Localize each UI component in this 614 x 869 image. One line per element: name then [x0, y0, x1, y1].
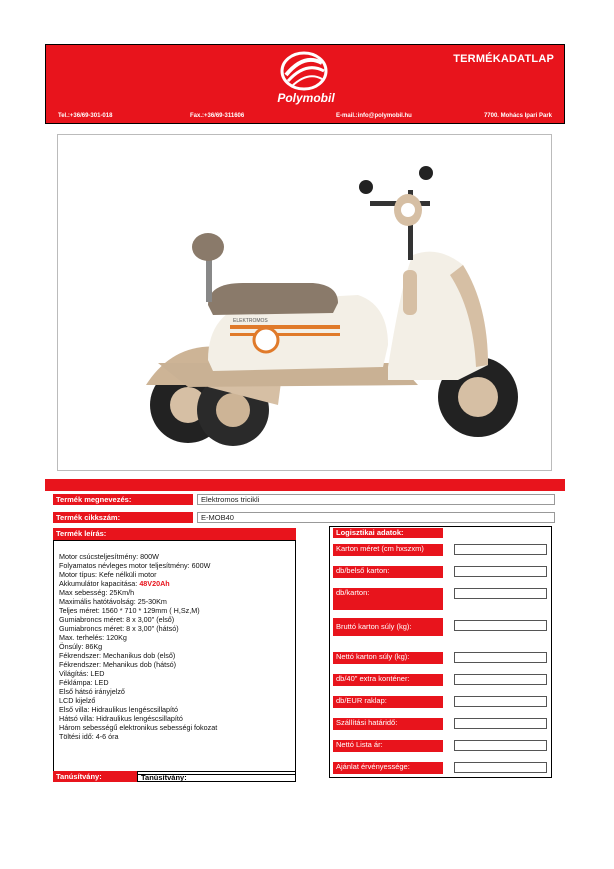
- spec-line: Önsúly: 86Kg: [59, 642, 103, 651]
- spec-line: Max. terhelés: 120Kg: [59, 633, 127, 642]
- logistics-value-field: [454, 588, 547, 599]
- spec-line: Gumiabroncs méret: 8 x 3,00" (hátsó): [59, 624, 179, 633]
- product-sku-label: Termék cikkszám:: [53, 512, 193, 523]
- header-banner: [45, 44, 565, 124]
- fax-number: Fax.:+36/69-311606: [190, 113, 245, 119]
- product-datasheet: [45, 44, 565, 824]
- datasheet-title: TERMÉKADATLAP: [453, 53, 554, 65]
- logistics-label: Bruttó karton súly (kg):: [333, 618, 443, 636]
- product-name-label: Termék megnevezés:: [53, 494, 193, 505]
- logistics-label: Karton méret (cm hxszxm): [333, 544, 443, 556]
- spec-line: Fékrendszer: Mechanikus dob (első): [59, 651, 176, 660]
- spec-line: Gumiabroncs méret: 8 x 3,00" (első): [59, 615, 175, 624]
- spec-line: Első hátsó irányjelző: [59, 687, 125, 696]
- logistics-label: db/karton:: [333, 588, 443, 610]
- spec-line: Első villa: Hidraulikus lengéscsillapító: [59, 705, 179, 714]
- logistics-value-field: [454, 566, 547, 577]
- logistics-value-field: [454, 740, 547, 751]
- battery-label: Akkumulátor kapacitása:: [59, 579, 140, 588]
- spec-line: Hátsó villa: Hidraulikus lengéscsillapító: [59, 714, 183, 723]
- logistics-value-field: [454, 718, 547, 729]
- spec-line: Motor típus: Kefe nélküli motor: [59, 570, 157, 579]
- logistics-value-field: [454, 544, 547, 555]
- product-description-label: Termék leírás:: [53, 528, 296, 540]
- logistics-value-field: [454, 696, 547, 707]
- product-sku-value: E-MOB40: [197, 512, 555, 523]
- logistics-value-field: [454, 620, 547, 631]
- section-divider: [45, 479, 565, 491]
- spec-line: Teljes méret: 1560 * 710 * 129mm ( H,Sz,M): [59, 606, 200, 615]
- certificate-value-label: Tanúsítvány:: [137, 771, 296, 782]
- spec-line: Töltési idő: 4-6 óra: [59, 732, 119, 741]
- logistics-value-field: [454, 674, 547, 685]
- logistics-label: db/40" extra konténer:: [333, 674, 443, 686]
- logistics-label: db/belső karton:: [333, 566, 443, 578]
- product-name-value: Elektromos tricikli: [197, 494, 555, 505]
- electric-tricycle-image-icon: [58, 135, 551, 470]
- battery-value: 48V20Ah: [139, 579, 170, 588]
- body-decal-text: ELEKTROMOS: [233, 318, 268, 324]
- spec-line: Max sebesség: 25Km/h: [59, 588, 135, 597]
- product-photo: [57, 134, 552, 471]
- logistics-label: Nettó karton súly (kg):: [333, 652, 443, 664]
- spec-line: Fékrendszer: Mehanikus dob (hátsó): [59, 660, 177, 669]
- spec-line: Folyamatos névleges motor teljesítmény: 600W: [59, 561, 211, 570]
- logistics-label: db/EUR raklap:: [333, 696, 443, 708]
- logistics-title: Logisztikai adatok:: [333, 528, 443, 538]
- spec-line: Három sebességű elektronikus sebességi fokozat: [59, 723, 218, 732]
- logistics-label: Ajánlat érvényessége:: [333, 762, 443, 774]
- brand-name: Polymobil: [277, 91, 335, 105]
- logistics-value-field: [454, 652, 547, 663]
- spec-line-battery: [59, 579, 170, 588]
- spec-line: Féklámpa: LED: [59, 678, 109, 687]
- polymobil-logo-icon: [274, 49, 334, 93]
- logistics-label: Szállítási határidő:: [333, 718, 443, 730]
- spec-line: Motor csúcsteljesítmény: 800W: [59, 552, 159, 561]
- certificate-label: Tanúsítvány:: [53, 771, 137, 782]
- phone-number: Tel.:+36/69-301-018: [58, 113, 113, 119]
- logistics-label: Nettó Lista ár:: [333, 740, 443, 752]
- spec-line: Világítás: LED: [59, 669, 105, 678]
- postal-address: 7700. Mohács Ipari Park: [483, 113, 552, 119]
- spec-line: Maximális hatótávolság: 25-30Km: [59, 597, 167, 606]
- spec-line: LCD kijelző: [59, 696, 96, 705]
- email-address: E-mail.:info@polymobil.hu: [336, 113, 412, 119]
- logistics-value-field: [454, 762, 547, 773]
